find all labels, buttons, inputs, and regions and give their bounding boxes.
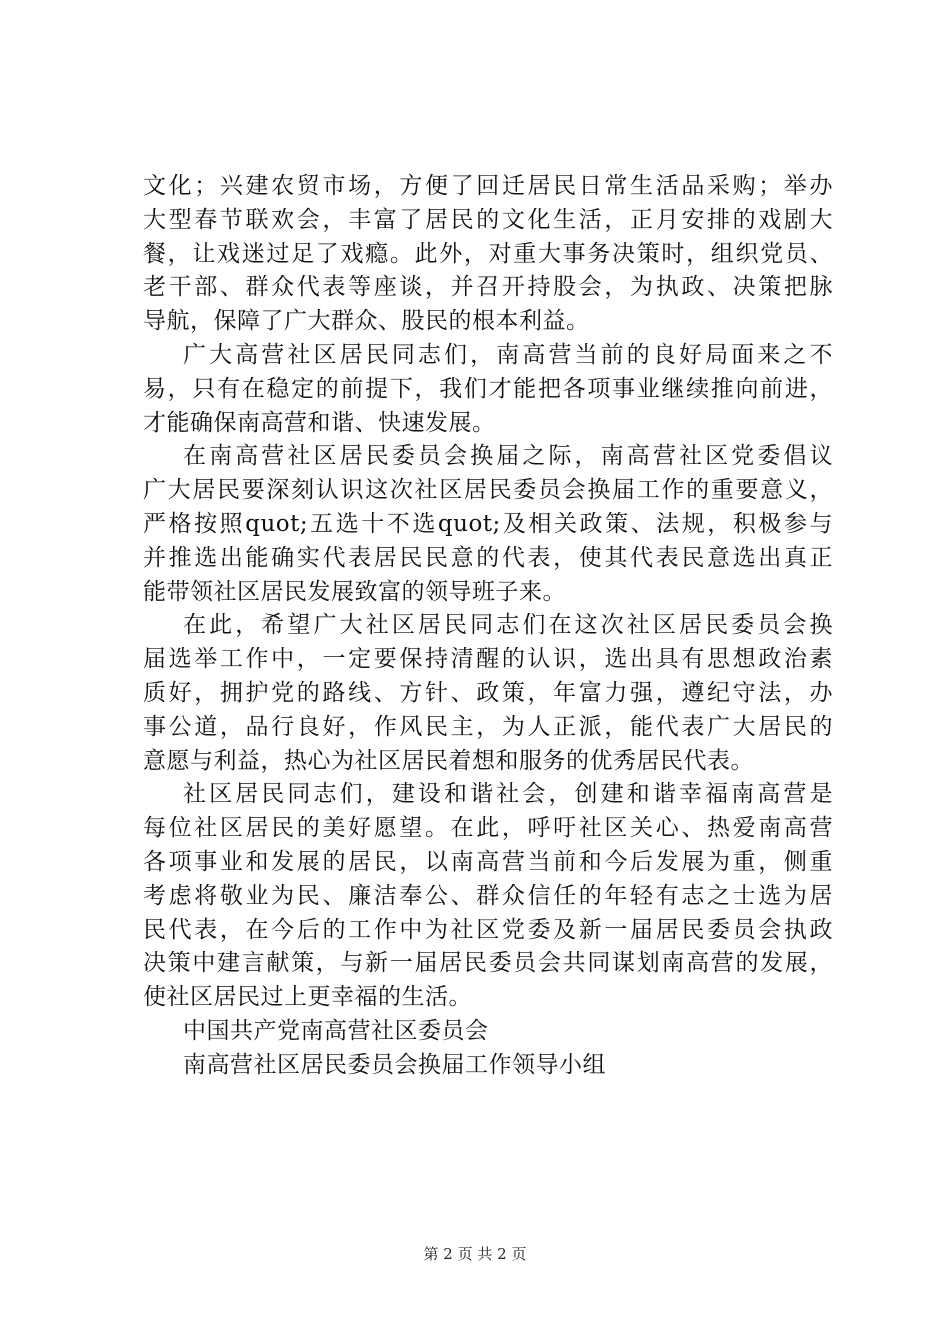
text-line: 大型春节联欢会，丰富了居民的文化生活，正月安排的戏剧大: [143, 206, 833, 233]
paragraph-lines: [143, 170, 833, 1015]
text-line: 各项事业和发展的居民，以南高营当前和今后发展为重，侧重: [143, 848, 833, 875]
text-line: 老干部、群众代表等座谈，并召开持股会，为执政、决策把脉: [143, 274, 833, 301]
text-line: 届选举工作中，一定要保持清醒的认识，选出具有思想政治素: [143, 646, 833, 673]
text-line: 每位社区居民的美好愿望。在此，呼吁社区关心、热爱南高营: [143, 815, 833, 842]
text-line: 意愿与利益，热心为社区居民着想和服务的优秀居民代表。: [143, 747, 754, 774]
text-line: 才能确保南高营和谐、快速发展。: [143, 409, 496, 436]
text-line: 广大居民要深刻认识这次社区居民委员会换届工作的重要意义，: [143, 477, 833, 504]
text-line: 并推选出能确实代表居民民意的代表，使其代表民意选出真正: [143, 544, 833, 571]
text-line: 在南高营社区居民委员会换届之际，南高营社区党委倡议: [183, 443, 833, 470]
text-line: 考虑将敬业为民、廉洁奉公、群众信任的年轻有志之士选为居: [143, 882, 833, 909]
text-line: 餐，让戏迷过足了戏瘾。此外，对重大事务决策时，组织党员、: [143, 240, 833, 267]
text-line: 文化；兴建农贸市场，方便了回迁居民日常生活品采购；举办: [143, 173, 833, 199]
document-body: [143, 170, 833, 1083]
signature-leading-group: 南高营社区居民委员会换届工作领导小组: [183, 1051, 606, 1078]
text-line: 在此，希望广大社区居民同志们在这次社区居民委员会换: [183, 612, 833, 639]
text-line: 民代表，在今后的工作中为社区党委及新一届居民委员会执政: [143, 916, 833, 943]
text-line: 广大高营社区居民同志们，南高营当前的良好局面来之不: [183, 341, 833, 368]
text-line: 能带领社区居民发展致富的领导班子来。: [143, 578, 566, 605]
text-line: 决策中建言献策，与新一届居民委员会共同谋划南高营的发展，: [143, 950, 833, 977]
signature-party-committee: 中国共产党南高营社区委员会: [183, 1017, 489, 1044]
text-line: 质好，拥护党的路线、方针、政策，年富力强，遵纪守法，办: [143, 679, 833, 706]
text-line: 社区居民同志们，建设和谐社会，创建和谐幸福南高营是: [183, 781, 833, 808]
text-line: 事公道，品行良好，作风民主，为人正派，能代表广大居民的: [143, 713, 833, 740]
text-line: 易，只有在稳定的前提下，我们才能把各项事业继续推向前进，: [143, 375, 833, 402]
text-line: 严格按照quot;五选十不选quot;及相关政策、法规，积极参与: [143, 510, 833, 537]
text-line: 导航，保障了广大群众、股民的根本利益。: [143, 308, 590, 335]
page-footer: 第 2 页 共 2 页: [423, 1245, 527, 1263]
text-line: 使社区居民过上更幸福的生活。: [143, 984, 472, 1011]
